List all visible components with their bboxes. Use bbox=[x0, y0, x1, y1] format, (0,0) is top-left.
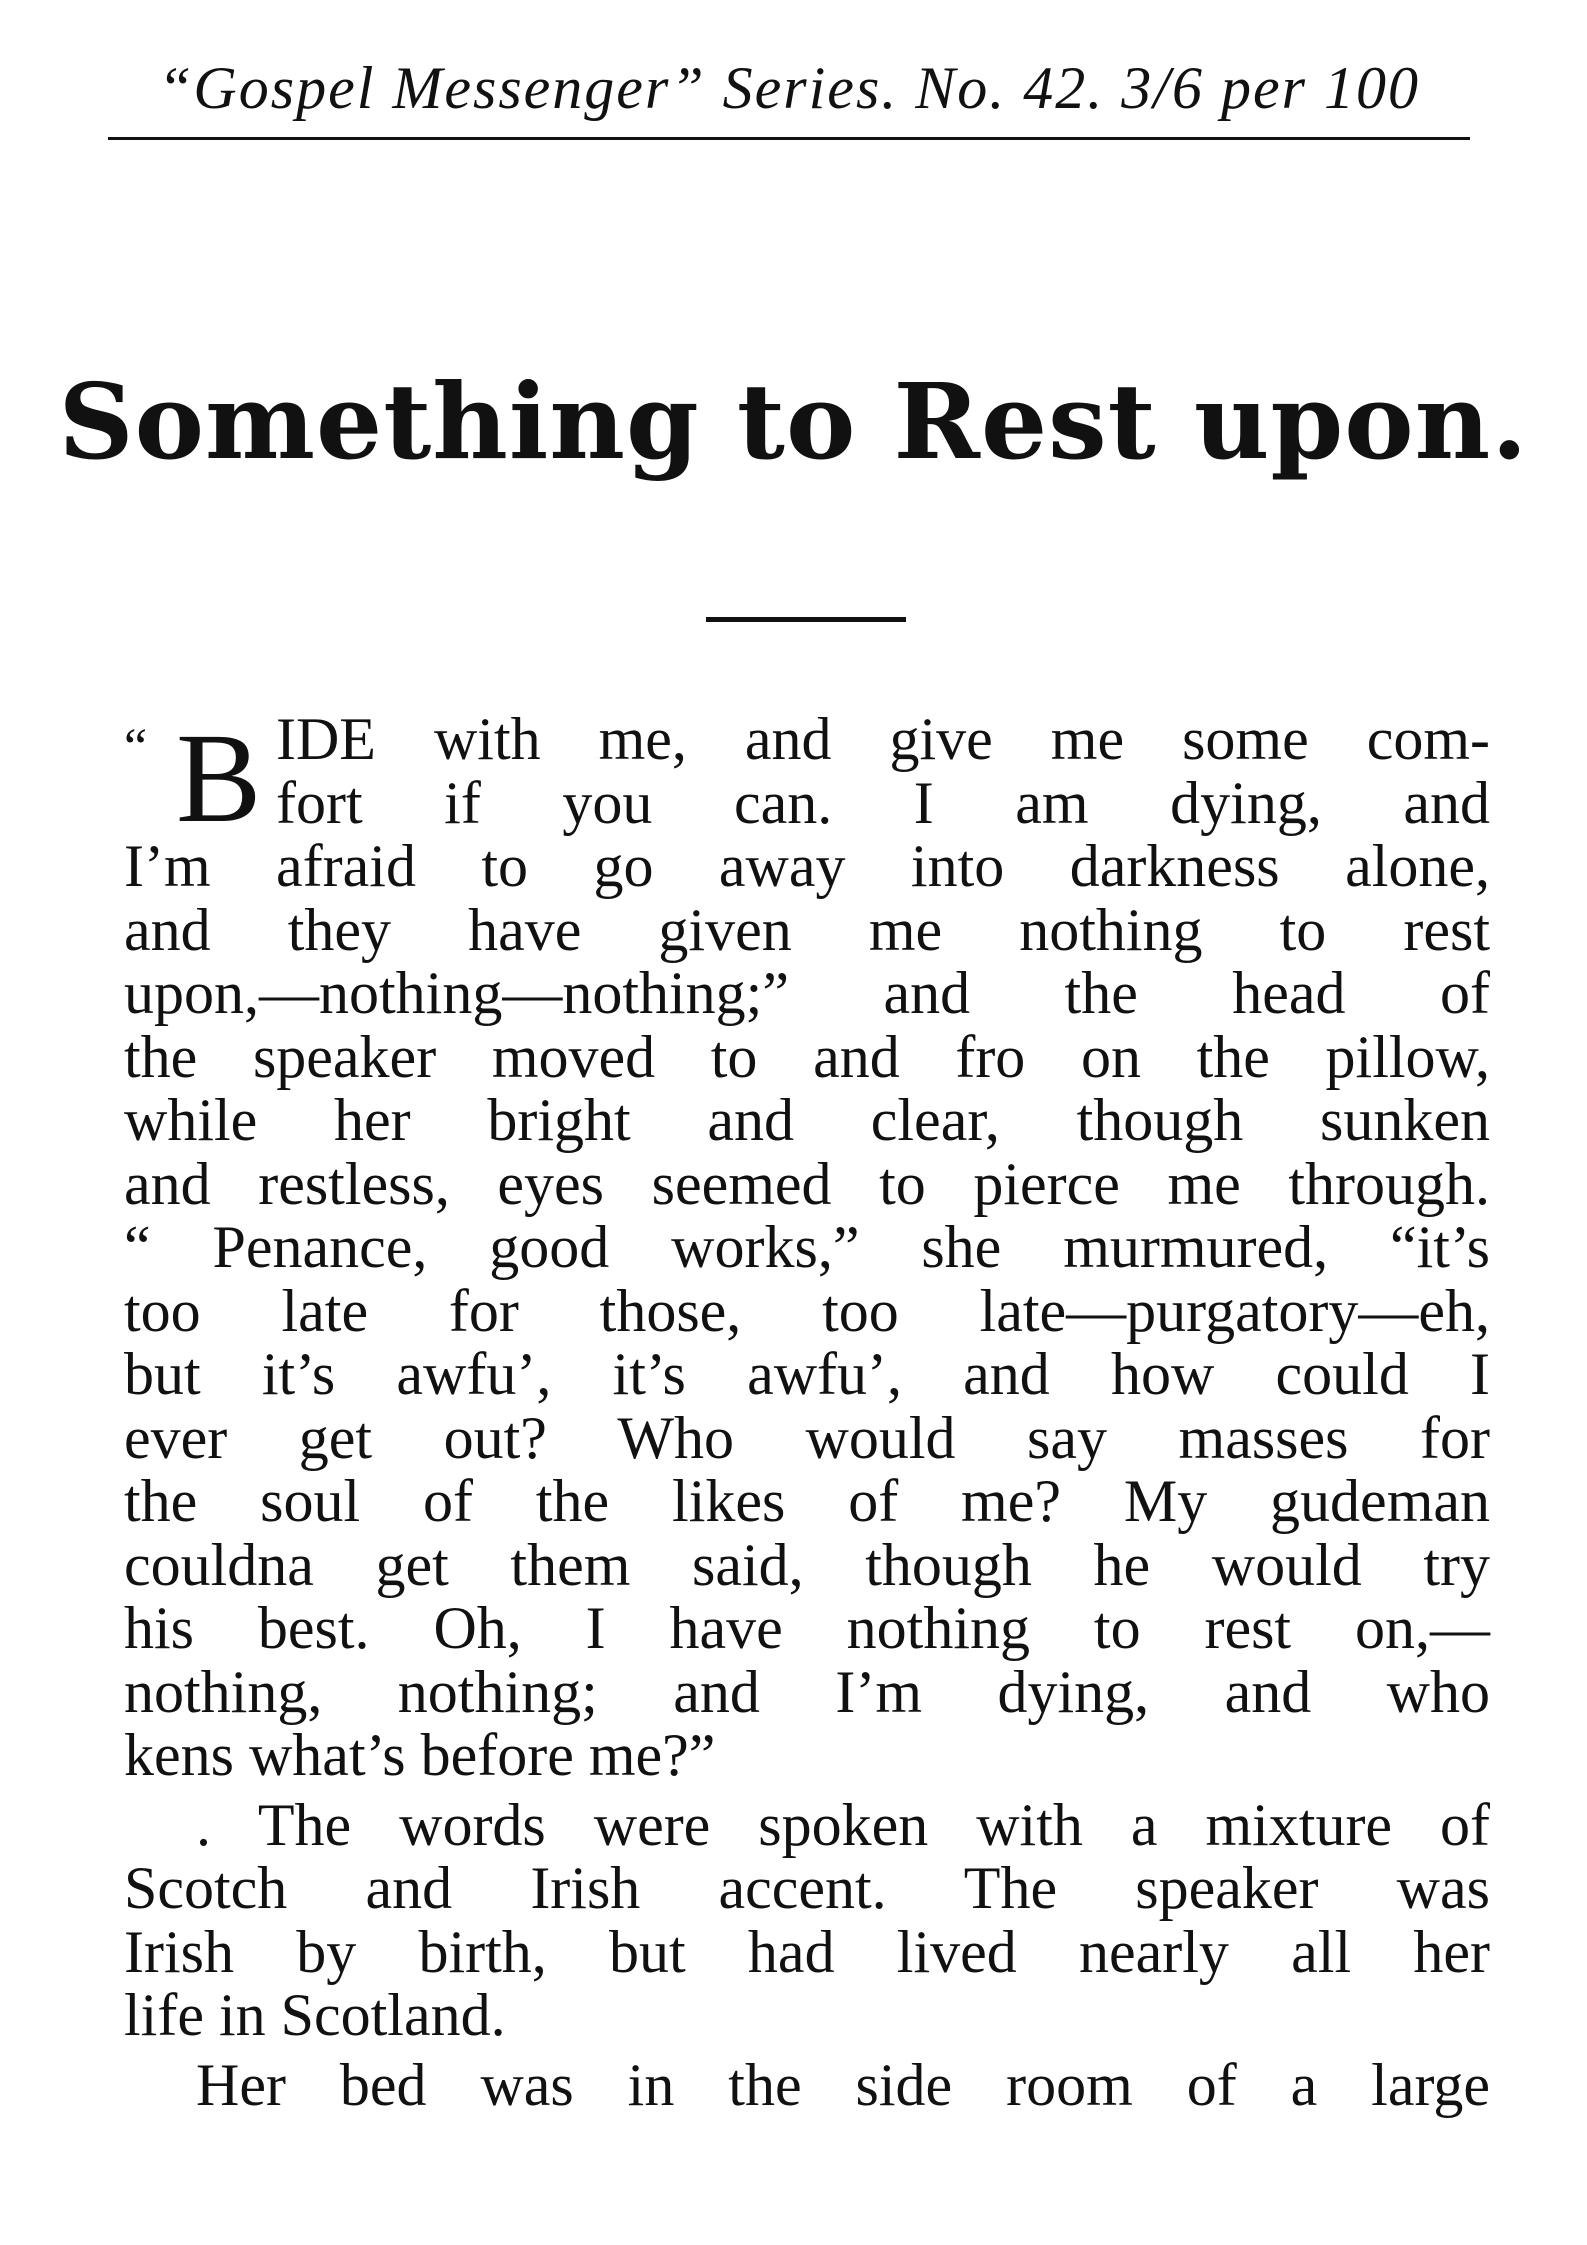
text-line: Her bed was in the side room of a large bbox=[196, 2051, 1490, 2118]
text-line: I’m afraid to go away into darkness alone, bbox=[124, 833, 1490, 899]
text-line: nothing, nothing; and I’m dying, and who bbox=[124, 1658, 1490, 1725]
text-line: too late for those, too late—purgatory—eh, bbox=[124, 1277, 1490, 1344]
text-line: kens what’s before me?” bbox=[124, 1722, 716, 1788]
text-line: ever get out? Who would say masses for bbox=[124, 1404, 1490, 1471]
text-line: couldna get them said, though he would try bbox=[124, 1531, 1490, 1598]
text-line: and restless, eyes seemed to pierce me through. bbox=[124, 1150, 1490, 1217]
body-text bbox=[124, 708, 1490, 2117]
text-line: Scotch and Irish accent. The speaker was bbox=[124, 1855, 1490, 1921]
text-line: the soul of the likes of me? My gudeman bbox=[124, 1468, 1490, 1534]
text-line: and they have given me nothing to rest bbox=[124, 896, 1490, 963]
opening-quote-mark: “ bbox=[124, 719, 148, 776]
text-line: but it’s awfu’, it’s awfu’, and how could I bbox=[124, 1341, 1490, 1407]
title-rule bbox=[706, 617, 906, 622]
text-line: upon,—nothing—nothing;” and the head of bbox=[124, 960, 1490, 1026]
series-header: “Gospel Messenger” Series. No. 42. 3/6 per 100 bbox=[158, 55, 1420, 121]
tract-title: Something to Rest upon. bbox=[58, 360, 1529, 483]
text-line: while her bright and clear, though sunken bbox=[124, 1087, 1490, 1153]
drop-cap: B bbox=[176, 707, 262, 849]
header-rule bbox=[108, 137, 1470, 140]
text-line: Irish by birth, but had lived nearly all her bbox=[124, 1918, 1490, 1985]
text-line: life in Scotland. bbox=[124, 1982, 506, 2048]
text-line: the speaker moved to and fro on the pillow, bbox=[124, 1023, 1490, 1090]
text-line: IDE with me, and give me some com- bbox=[276, 706, 1490, 772]
text-line: his best. Oh, I have nothing to rest on,— bbox=[124, 1595, 1490, 1661]
text-line: . The words were spoken with a mixture of bbox=[196, 1791, 1490, 1858]
text-line: fort if you can. I am dying, and bbox=[276, 769, 1490, 836]
text-line: “ Penance, good works,” she murmured, “it’s bbox=[124, 1214, 1490, 1280]
